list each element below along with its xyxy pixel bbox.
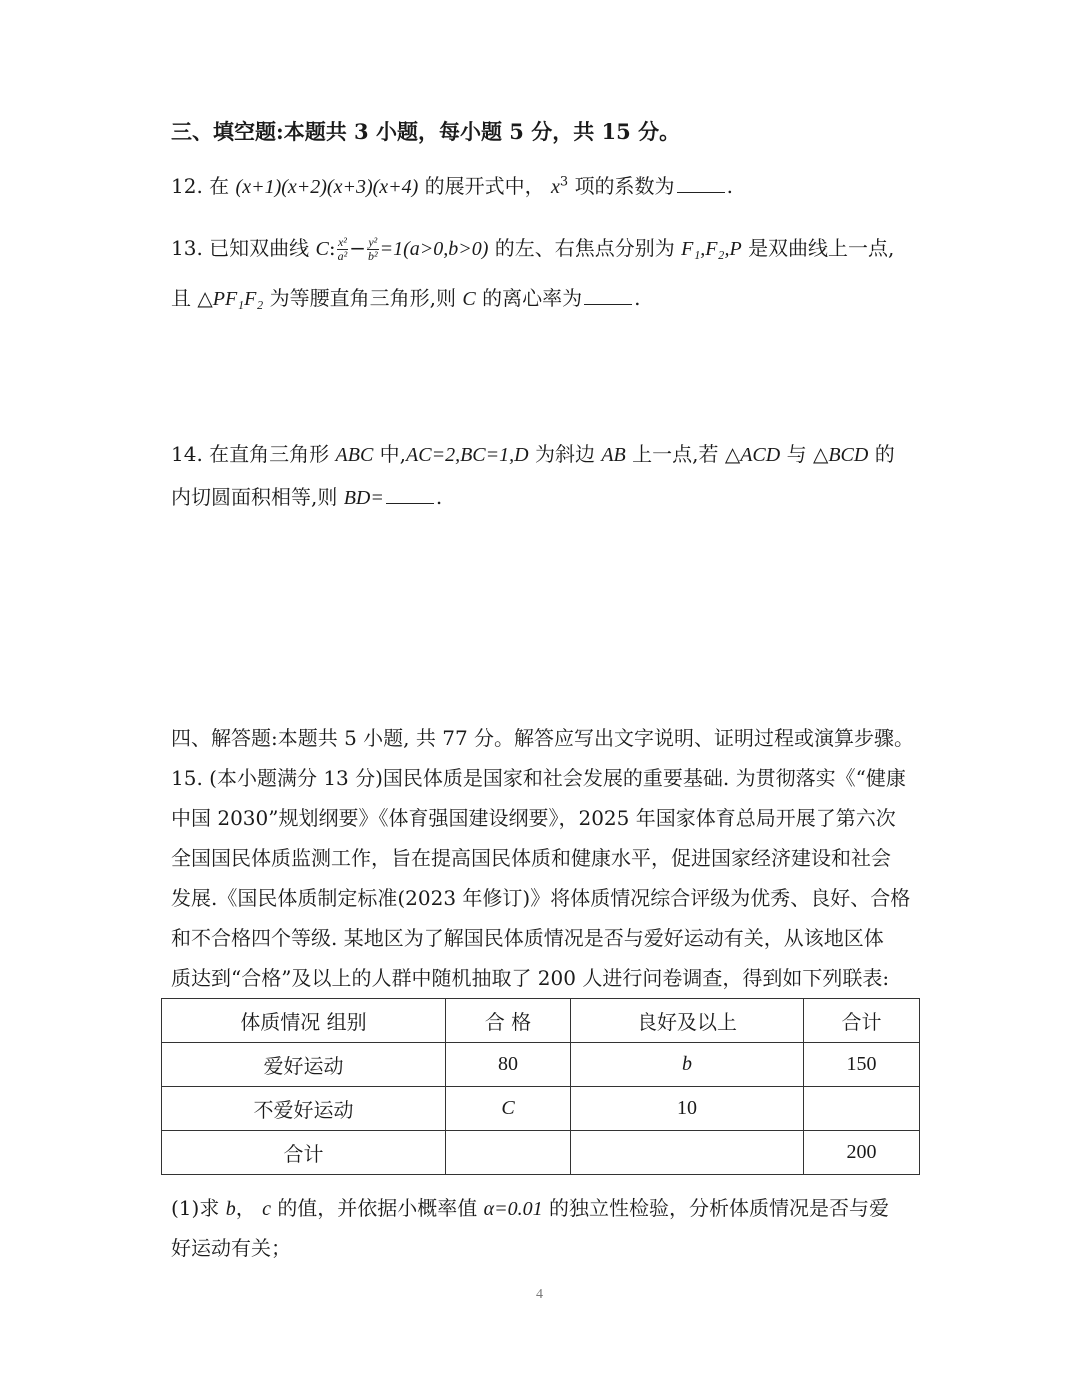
q13-text-b: 的左、右焦点分别为 <box>494 236 675 260</box>
table-cell: 10 <box>571 1087 804 1131</box>
table-cell: 80 <box>446 1043 571 1087</box>
table-row <box>162 1043 920 1087</box>
q13-curve-2: C <box>462 288 476 310</box>
q12-text-c: 项的系数为 <box>574 174 675 198</box>
q13-fraction-y: $\frac{\text{y²}}{\text{b²}}$ <box>368 235 378 263</box>
table-cell: b <box>571 1043 804 1087</box>
q14-tri: ABC <box>335 444 374 466</box>
q14-bd: BD= <box>343 487 384 509</box>
table-cell: 200 <box>804 1131 920 1175</box>
q14-text-c: 为斜边 <box>534 442 595 466</box>
answer-blank <box>677 174 725 193</box>
table-cell: C <box>446 1087 571 1131</box>
q14-bcd: △BCD <box>812 444 869 466</box>
q14-ab: AB <box>601 444 626 466</box>
section-3-heading: 三、填空题:本题共 3 小题，每小题 5 分，共 15 分。 <box>171 119 681 144</box>
part1-b: b <box>225 1198 236 1220</box>
q14-text-e: 与 <box>786 442 807 466</box>
q15-part-1-line-1: (1)求 b， c 的值，并依据小概率值 α=0.01 的独立性检验，分析体质情况是否与爱 <box>171 1196 890 1220</box>
table-header-cell: 体质情况 组别 <box>162 999 446 1043</box>
table-cell: 不爱好运动 <box>162 1087 446 1131</box>
q15-line: 质达到“合格”及以上的人群中随机抽取了 200 人进行问卷调查，得到如下列联表: <box>171 966 890 990</box>
q13-text-a: 已知双曲线 <box>209 236 310 260</box>
q14-text-b: 中, <box>379 442 407 466</box>
question-13-line-2: 且 △PF₁F₂ 为等腰直角三角形,则 C 的离心率为 . <box>171 286 641 310</box>
q14-number: 14. <box>171 442 203 466</box>
q13-line2-a: 且 <box>171 286 191 310</box>
q14-text-d: 上一点,若 <box>632 442 719 466</box>
q12-text-a: 在 <box>209 174 230 198</box>
part1-text-b: 的值，并依据小概率值 <box>277 1196 478 1220</box>
q12-term: x <box>551 176 560 198</box>
q14-text-a: 在直角三角形 <box>209 442 330 466</box>
q13-fraction-x: $\frac{\text{x²}}{\text{a²}}$ <box>337 235 348 263</box>
table-cell: 150 <box>804 1043 920 1087</box>
section-4-heading: 四、解答题:本题共 5 小题, 共 77 分。解答应写出文字说明、证明过程或演算步骤。 <box>171 726 915 750</box>
table-header-cell: 合 格 <box>446 999 571 1043</box>
q13-number: 13. <box>171 236 203 260</box>
table-cell <box>804 1087 920 1131</box>
part1-c: c <box>262 1198 271 1220</box>
part1-text-c: 的独立性检验，分析体质情况是否与爱 <box>549 1196 890 1220</box>
q15-line: 全国国民体质监测工作，旨在提高国民体质和健康水平，促进国家经济建设和社会 <box>171 846 891 870</box>
q14-line2-a: 内切圆面积相等,则 <box>171 485 338 509</box>
table-row <box>162 1087 920 1131</box>
q15-line: 中国 2030”规划纲要》《体育强国建设纲要》，2025 年国家体育总局开展了第六次 <box>171 806 896 830</box>
q15-line: 发展.《国民体质制定标准(2023 年修订)》将体质情况综合评级为优秀、良好、合格 <box>171 886 911 910</box>
q13-foci: F₁,F₂,P <box>681 238 742 260</box>
q13-text-c: 是双曲线上一点, <box>748 236 895 260</box>
q13-line2-b: 为等腰直角三角形,则 <box>269 286 457 310</box>
q12-number: 12. <box>171 174 203 198</box>
part1-alpha: α=0.01 <box>483 1198 543 1220</box>
answer-blank <box>584 286 632 305</box>
q14-cond: AC=2,BC=1,D <box>406 444 529 466</box>
answer-blank <box>386 485 434 504</box>
page-number: 4 <box>536 1287 543 1302</box>
table-cell: 合计 <box>162 1131 446 1175</box>
table-header-row <box>162 999 920 1043</box>
q13-triangle: △PF₁F₂ <box>197 288 264 310</box>
part1-text-a: (1)求 <box>171 1196 220 1220</box>
question-14-line-2: 内切圆面积相等,则 BD= . <box>171 485 443 509</box>
q12-expr: (x+1)(x+2)(x+3)(x+4) <box>235 176 419 198</box>
q12-text-b: 的展开式中， <box>424 174 545 198</box>
table-row <box>162 1131 920 1175</box>
q15-part-1-line-2: 好运动有关； <box>171 1236 291 1260</box>
table-header-cell: 合计 <box>804 999 920 1043</box>
table-cell <box>571 1131 804 1175</box>
question-12: 12. 在 (x+1)(x+2)(x+3)(x+4) 的展开式中， $x^3$ 项的系数为 . <box>171 174 733 198</box>
table-cell <box>446 1131 571 1175</box>
question-13-line-1: 13. 已知双曲线 C: $\frac{\text{x²}}{\text{a²}}$ − $\frac{\text{y²}}{\text{b²}}$ =1(a>0,b>0) 的左、右焦点分别为 F₁,F₂,P 是双曲线上一点, <box>171 235 895 263</box>
q15-line: 和不合格四个等级. 某地区为了解国民体质情况是否与爱好运动有关，从该地区体 <box>171 926 884 950</box>
table-header-cell: 良好及以上 <box>571 999 804 1043</box>
question-14-line-1 <box>171 438 895 467</box>
q14-acd: △ACD <box>724 444 781 466</box>
q13-eq-tail: =1(a>0,b>0) <box>379 238 489 260</box>
q14-text-f: 的 <box>874 442 895 466</box>
q15-line: 15. (本小题满分 13 分)国民体质是国家和社会发展的重要基础. 为贯彻落实《“健康 <box>171 766 906 790</box>
contingency-table <box>161 998 920 1175</box>
table-cell: 爱好运动 <box>162 1043 446 1087</box>
q13-line2-c: 的离心率为 <box>482 286 583 310</box>
q13-curve: C <box>315 238 329 260</box>
q12-term-exp: 3 <box>559 174 569 190</box>
